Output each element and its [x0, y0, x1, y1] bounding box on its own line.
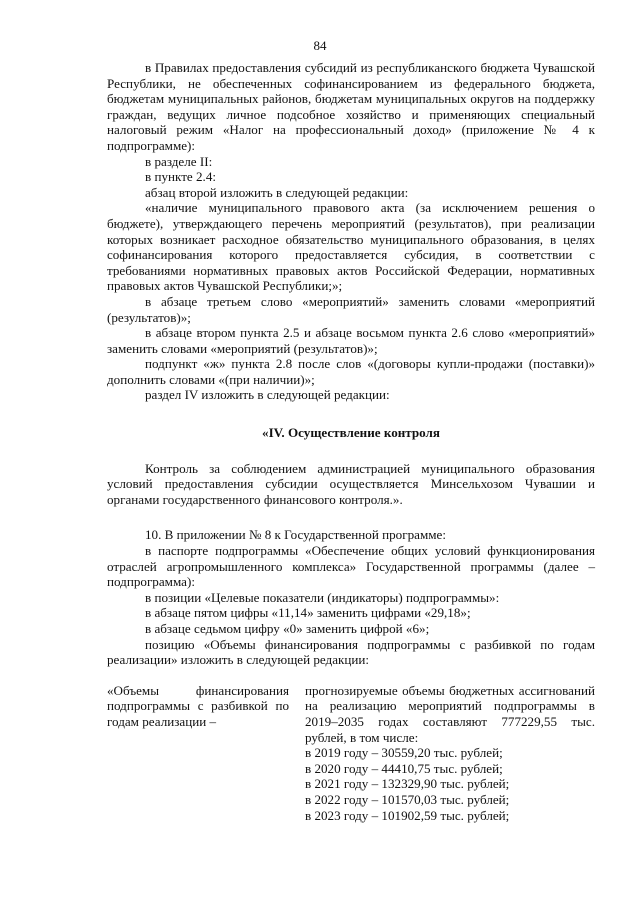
paragraph: в абзаце третьем слово «мероприятий» заменить словами «мероприятий (результатов)»;: [107, 293, 595, 325]
financing-table: [107, 683, 595, 823]
paragraph: позицию «Объемы финансирования подпрограммы с разбивкой по годам реализации» изложить в следующей редакции:: [107, 636, 595, 668]
paragraph: абзац второй изложить в следующей редакции:: [145, 184, 409, 200]
paragraph: в пункте 2.4:: [145, 169, 217, 185]
page-number: 84: [313, 38, 327, 53]
table-right-cell: [305, 683, 595, 823]
section-title: «IV. Осуществление контроля: [262, 425, 440, 441]
table-left-cell: [107, 683, 289, 823]
paragraph: в Правилах предоставления субсидий из республиканского бюджета Чувашской Республики, не обеспеченных софинансированием из федерального бюджета, бюджетам муниципальных районов, бюджетам муниципальных округов на поддержку граждан, ведущих личное подсобное хозяйство и применяющих специальный налоговый режим «Налог на профессиональный доход» (приложение № 4 к подпрограмме):: [107, 60, 595, 153]
table-right-intro: прогнозируемые объемы бюджетных ассигнований на реализацию мероприятий подпрограммы в 2019–2035 годах составляют 777229,55 тыс. рублей, в том числе:: [305, 682, 595, 745]
table-year-item: в 2023 году – 101902,59 тыс. рублей;: [305, 807, 510, 823]
table-year-item: в 2019 году – 30559,20 тыс. рублей;: [305, 745, 503, 761]
paragraph: «наличие муниципального правового акта (за исключением решения о бюджете), утверждающего перечень мероприятий (результатов), при реализации которых возникает расходное обязательство муниципального образования, в целях софинансирования которого предоставляется субсидия, в соответствии с требованиями нормативных правовых актов Российской Федерации, нормативных правовых актов Чувашской Республики;»;: [107, 200, 595, 294]
control-paragraph: Контроль за соблюдением администрацией муниципального образования условий предоставления субсидии осуществляется Минсельхозом Чувашии и органами государственного финансового контроля.».: [107, 460, 595, 507]
document-body: [107, 60, 595, 823]
table-left-text: [107, 683, 289, 730]
table-column-gap: [289, 683, 305, 823]
table-year-item: в 2021 году – 132329,90 тыс. рублей;: [305, 776, 510, 792]
paragraph: в абзаце пятом цифры «11,14» заменить цифрами «29,18»;: [145, 605, 471, 621]
paragraph: в абзаце седьмом цифру «0» заменить цифрой «6»;: [145, 621, 430, 636]
paragraph: в разделе II:: [145, 153, 213, 169]
paragraph: подпункт «ж» пункта 2.8 после слов «(договоры купли-продажи (поставки)» дополнить словами «(при наличии)»;: [107, 356, 595, 387]
table-year-item: в 2022 году – 101570,03 тыс. рублей;: [305, 791, 510, 807]
table-year-item: в 2020 году – 44410,75 тыс. рублей;: [305, 760, 503, 776]
paragraph: в абзаце втором пункта 2.5 и абзаце восьмом пункта 2.6 слово «мероприятий» заменить словами «мероприятий (результатов)»;: [107, 325, 595, 356]
paragraph: раздел IV изложить в следующей редакции:: [145, 387, 390, 403]
paragraph: в позиции «Целевые показатели (индикаторы) подпрограммы»:: [145, 589, 500, 605]
paragraph: в паспорте подпрограммы «Обеспечение общих условий функционирования отраслей агропромышленного комплекса» Государственной программы (далее – подпрограмма):: [107, 543, 595, 590]
item-10-heading: 10. В приложении № 8 к Государственной программе:: [145, 527, 446, 543]
table-left-label: «Объемы финансирования подпрограммы с разбивкой по годам реализации: [107, 682, 289, 729]
table-separator: –: [209, 713, 217, 729]
